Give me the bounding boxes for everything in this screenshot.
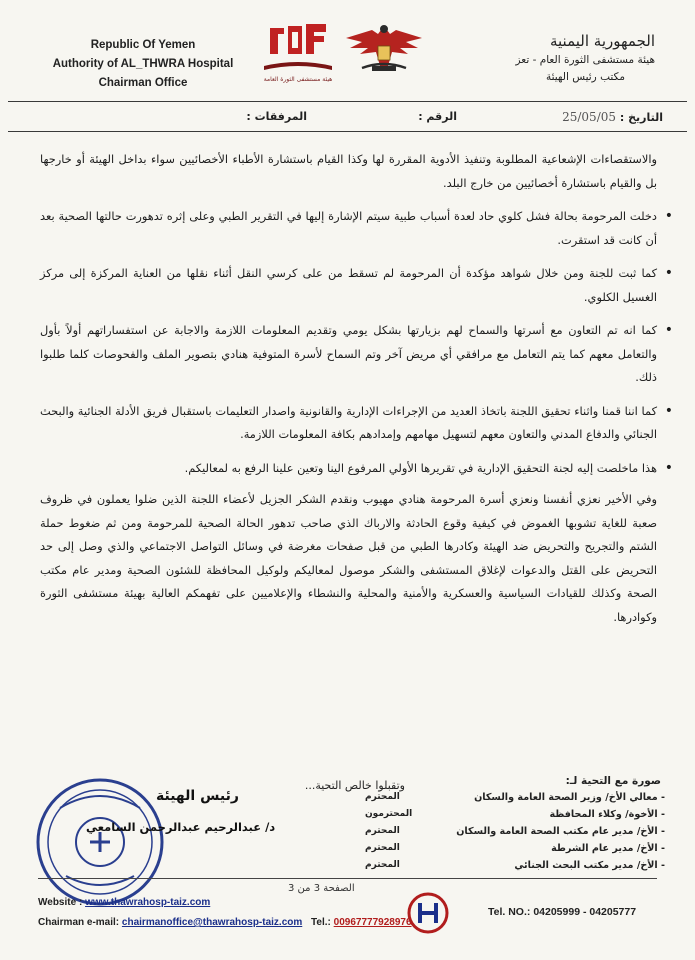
website-link[interactable]: www.thawrahosp-taiz.com <box>85 897 211 908</box>
cc-list <box>365 775 665 874</box>
date-label: التاريخ : <box>619 111 663 124</box>
telno-value: 04205999 - 04205777 <box>533 906 637 918</box>
signatory-title: رئيس الهيئة <box>156 788 239 804</box>
header-rule-top <box>8 101 687 102</box>
tel-label: Tel.: <box>311 917 331 928</box>
official-stamp-icon <box>30 772 170 912</box>
cc-honorific: المحترمون <box>365 809 413 819</box>
header-ar-line3: مكتب رئيس الهيئة <box>545 71 625 83</box>
bullet-item: • كما اننا قمنا واثناء تحقيق اللجنة باتخاذ العديد من الإجراءات الإدارية والقانونية واصدار التعليمات باستقبال فريق الأدلة الجنائية والبحث الجنائي والدفاع المدني والتعاون معهم لتسهيل مهامهم وإمدادهم بكافة المعلومات اللازمة. <box>40 400 657 447</box>
attachments-label: المرفقات : <box>246 110 307 123</box>
cc-row <box>365 840 665 857</box>
cc-row <box>365 823 665 840</box>
header-en-line3: Chairman Office <box>98 77 188 89</box>
header-en-line1: Republic Of Yemen <box>90 39 196 51</box>
letter-body <box>40 148 657 629</box>
cc-honorific: المحترم <box>365 826 400 836</box>
closing-paragraph: وفي الأخير نعزي أنفسنا ونعزي أسرة المرحومة هنادي مهيوب ونقدم الشكر الجزيل لأعضاء اللجنة الذين ضلوا يعملون في ظروف صعبة للغاية تشوبها الغموض في كيفية وقوع الحادثة والارباك الذي صاحب تدهور الحالة الصحية للمرحومة ومن ثم ضغوط حملة الشتم والتجريح والتحريض ضد الهيئة وكادرها الطبي من قبل صفحات مغرضة في وسائل التواصل الاجتماعي والذي وصل إلى حد التحريض على القتل والدعوات لإغلاق المستشفى والشكر موصول لمعاليكم ولوكيل المحافظة للشئون الصحية ومدير عام مكتب الصحة وكذلك للقيادات السياسية والعسكرية والأمنية والمحلية والنشطاء والإعلاميين على تفهمكم العالية بهيئة مستشفى الثورة وكوادرها. <box>40 492 657 624</box>
cc-recipient: - الأخ/ مدير عام الشرطة <box>551 843 665 854</box>
logo-caption: هيئة مستشفى الثورة العامة <box>263 76 333 83</box>
closing-greeting: وتقبلوا خالص التحية... <box>304 779 405 792</box>
cc-row <box>365 806 665 823</box>
cc-honorific: المحترم <box>365 843 400 853</box>
footer-website <box>38 897 210 908</box>
bullet-item: • هذا ماخلصت إليه لجنة التحقيق الإدارية في تقريرها الأولي المرفوع الينا وتعين علينا الرفع به لمعاليكم. <box>40 457 657 481</box>
header-english <box>28 36 258 93</box>
signatory-name: د/ عبدالرحيم عبدالرحمن السامعي <box>86 820 276 834</box>
cc-recipient: - معالي الأخ/ وزير الصحة العامة والسكان <box>474 792 665 803</box>
cc-recipient: - الأخوة/ وكلاء المحافظة <box>549 809 665 820</box>
email-link[interactable]: chairmanoffice@thawrahosp-taiz.com <box>121 917 303 928</box>
yemen-eagle-emblem-icon <box>342 20 426 76</box>
cc-recipient: - الأخ/ مدير عام مكتب الصحة العامة والسكان <box>456 826 665 837</box>
reference-row <box>8 103 687 129</box>
page-number: الصفحة 3 من 3 <box>288 883 355 894</box>
number-label: الرقم : <box>418 110 457 123</box>
header-rule-bottom <box>8 131 687 132</box>
header-ar-line1: الجمهورية اليمنية <box>549 32 655 50</box>
bullet-item: • كما انه تم التعاون مع أسرتها والسماح لهم بزيارتها بشكل يومي وتقديم المعلومات اللازمة والاجابة عن استفساراتهم أولاً بأول والتعامل معهم كما يتم التعامل مع مرافقي أي مريض آخر وتم السماح لأسرة المتوفية هنادي بتصوير الملف والفحوصات كلما طلبوا ذلك. <box>40 319 657 390</box>
cc-honorific: المحترم <box>365 860 400 870</box>
cc-title: صورة مع التحية لـ: <box>565 775 661 787</box>
cc-recipient: - الأخ/ مدير مكتب البحث الجنائي <box>514 860 665 871</box>
header-arabic <box>425 30 655 86</box>
cc-row <box>365 789 665 806</box>
intro-paragraph: والاستقصاءات الإشعاعية المطلوبة وتنفيذ الأدوية المقررة لها وكذا القيام باستشارة الأطباء الأخصائيين سواء بداخل الهيئة أو خارجها بل والقيام باستشارة أخصائيين من خارج البلد. <box>40 152 657 190</box>
header-en-line2: Authority of AL_THWRA Hospital <box>52 58 234 70</box>
bullet-item: • كما ثبت للجنة ومن خلال شواهد مؤكدة أن المرحومة لم تسقط من على كرسي النقل أثناء نقلها من العناية المركزة إلى مركز الغسيل الكلوي. <box>40 262 657 309</box>
hospital-h-logo-icon <box>407 892 449 934</box>
cc-row <box>365 857 665 874</box>
tel-value: 00967777928976 <box>333 917 412 928</box>
date-field <box>562 110 663 124</box>
hospital-logo-icon <box>262 14 334 74</box>
footer-rule <box>38 878 657 879</box>
date-value: 25/05/05 <box>562 110 617 124</box>
email-label: Chairman e-mail: <box>38 917 120 928</box>
website-label: Website : <box>38 897 83 908</box>
bullet-item: • دخلت المرحومة بحالة فشل كلوي حاد لعدة أسباب طبية سيتم الإشارة إليها في التقرير الطبي وعلى إثره تدهورت حالتها الصحية بعد أن كانت قد استقرت. <box>40 205 657 252</box>
telno-label: Tel. NO.: <box>488 906 531 918</box>
cc-honorific: المحترم <box>365 792 400 802</box>
footer-telephone <box>488 906 636 918</box>
header-ar-line2: هيئة مستشفى الثورة العام - تعز <box>515 54 655 66</box>
footer-contact <box>38 917 412 928</box>
